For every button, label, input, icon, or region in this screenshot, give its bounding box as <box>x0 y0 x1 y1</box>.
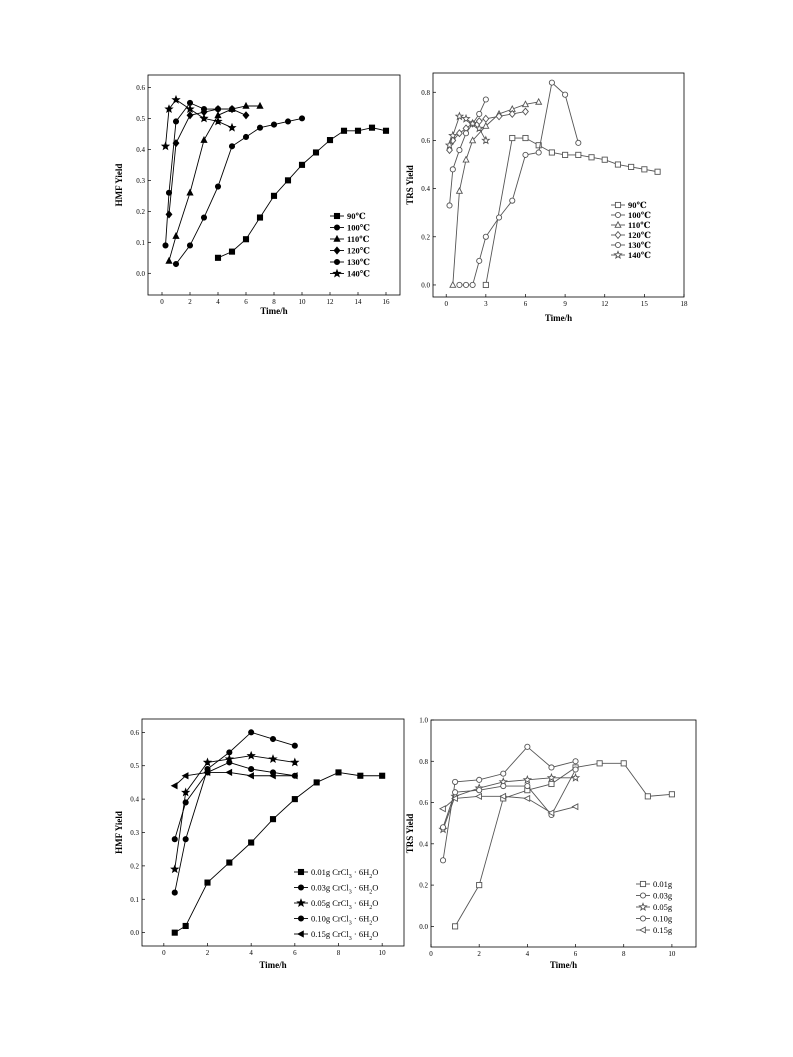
data-point <box>457 282 462 287</box>
y-tick-label: 0.4 <box>130 795 139 804</box>
hmf-temperature-plot <box>110 68 410 320</box>
legend-marker <box>334 247 340 254</box>
data-point <box>450 282 456 287</box>
y-axis-label: HMF Yield <box>114 811 124 854</box>
data-point <box>291 759 298 766</box>
data-point <box>602 157 607 162</box>
x-tick-label: 18 <box>680 300 688 308</box>
data-point <box>229 144 234 149</box>
data-point <box>249 766 254 771</box>
data-point <box>172 783 177 789</box>
data-point <box>477 882 482 887</box>
series-3 <box>172 760 297 842</box>
series-4 <box>163 100 235 248</box>
x-tick-label: 15 <box>640 300 648 308</box>
data-point <box>227 860 232 865</box>
data-point <box>204 759 211 766</box>
data-point <box>456 113 463 120</box>
y-tick-label: 0.0 <box>130 929 139 938</box>
trs-temperature-plot <box>405 65 700 327</box>
legend-label: 110℃ <box>347 234 370 244</box>
data-point <box>215 184 220 189</box>
data-point <box>440 806 445 812</box>
legend <box>611 200 651 260</box>
x-tick-label: 4 <box>216 298 220 306</box>
data-point <box>336 770 341 775</box>
series-1 <box>173 116 304 267</box>
legend-label: 0.03g CrCl$_3$ · $6H_2O$ <box>311 882 379 896</box>
data-point <box>597 761 602 766</box>
y-tick-label: 0.3 <box>130 829 139 837</box>
data-point <box>249 840 254 845</box>
data-point <box>523 152 528 157</box>
data-point <box>510 135 515 140</box>
data-point <box>257 215 262 220</box>
data-point <box>523 135 528 140</box>
x-tick-label: 8 <box>336 949 341 957</box>
data-point <box>313 150 318 155</box>
x-tick-label: 0 <box>444 300 448 308</box>
data-point <box>270 736 275 741</box>
legend <box>294 867 378 942</box>
x-tick-label: 16 <box>382 298 390 306</box>
data-point <box>229 106 234 111</box>
x-tick-label: 8 <box>621 950 626 958</box>
data-point <box>563 152 568 157</box>
legend-label: 120℃ <box>347 245 370 256</box>
legend-marker <box>615 251 622 258</box>
data-point <box>501 771 506 776</box>
x-tick-label: 6 <box>523 300 528 308</box>
x-axis-label: Time/h <box>549 960 578 970</box>
legend <box>330 211 370 279</box>
y-tick-label: 0.2 <box>130 862 139 871</box>
data-point <box>299 162 304 167</box>
data-point <box>470 282 475 287</box>
data-point <box>183 837 188 842</box>
data-point <box>163 243 168 248</box>
x-tick-label: 2 <box>205 949 210 957</box>
legend-label: 0.01g <box>653 879 673 889</box>
data-point <box>341 128 346 133</box>
data-point <box>270 817 275 822</box>
y-tick-label: 0.5 <box>130 762 139 771</box>
data-point <box>523 108 529 115</box>
data-point <box>369 125 374 130</box>
legend-label: 100℃ <box>347 222 370 233</box>
data-point <box>215 106 220 111</box>
data-point <box>536 150 541 155</box>
y-tick-label: 0.0 <box>421 281 430 290</box>
y-tick-label: 0.2 <box>421 233 430 242</box>
y-tick-label: 0.3 <box>136 176 145 185</box>
data-point <box>549 150 554 155</box>
y-tick-label: 0.6 <box>136 83 145 92</box>
x-tick-label: 8 <box>272 298 276 306</box>
y-tick-label: 0.0 <box>136 269 145 278</box>
x-axis-label: Time/h <box>544 313 573 323</box>
data-point <box>270 755 277 762</box>
legend-marker <box>640 903 647 910</box>
data-point <box>201 215 206 220</box>
data-point <box>249 730 254 735</box>
legend-marker <box>298 931 303 937</box>
x-tick-label: 4 <box>249 949 253 957</box>
data-point <box>477 777 482 782</box>
x-tick-label: 4 <box>525 950 530 958</box>
data-point <box>162 143 169 150</box>
data-point <box>440 858 445 863</box>
series-0 <box>172 770 385 935</box>
series-2 <box>450 99 542 288</box>
data-point <box>572 804 577 810</box>
x-tick-label: 2 <box>477 950 481 958</box>
data-point <box>292 797 297 802</box>
data-point <box>166 190 171 195</box>
data-point <box>299 116 304 121</box>
data-point <box>183 800 188 805</box>
data-point <box>201 115 208 122</box>
trs-temperature-chart <box>405 65 700 327</box>
data-point <box>243 112 249 119</box>
y-tick-label: 0.4 <box>421 185 430 194</box>
y-tick-label: 1.0 <box>419 716 428 725</box>
data-point <box>172 837 177 842</box>
data-point <box>229 124 236 131</box>
data-point <box>482 137 489 144</box>
data-point <box>477 788 482 793</box>
y-tick-label: 0.4 <box>136 145 145 154</box>
y-tick-label: 0.4 <box>419 840 428 849</box>
data-point <box>173 119 178 124</box>
data-point <box>440 825 445 830</box>
series-line <box>169 109 246 214</box>
data-point <box>327 137 332 142</box>
series-3 <box>440 767 578 830</box>
series-line <box>443 778 576 830</box>
data-point <box>457 147 462 152</box>
hmf-temperature-chart <box>110 68 410 320</box>
data-point <box>447 203 452 208</box>
data-point <box>573 759 578 764</box>
legend-marker <box>334 259 339 264</box>
data-point <box>201 106 206 111</box>
data-point <box>227 760 232 765</box>
y-tick-label: 0.6 <box>421 136 430 145</box>
data-point <box>573 767 578 772</box>
data-point <box>380 773 385 778</box>
data-point <box>183 923 188 928</box>
data-point <box>248 752 255 759</box>
legend-label: 0.03g <box>653 890 673 901</box>
data-point <box>205 880 210 885</box>
legend-marker <box>640 927 645 933</box>
data-point <box>549 765 554 770</box>
x-axis-label: Time/h <box>260 306 288 316</box>
x-tick-label: 0 <box>429 950 433 958</box>
legend-label: 130℃ <box>347 257 370 267</box>
legend-label: 140℃ <box>628 250 651 260</box>
y-tick-label: 0.2 <box>419 881 428 890</box>
y-axis-label: TRS Yield <box>405 813 415 854</box>
data-point <box>477 111 482 116</box>
data-point <box>483 234 488 239</box>
data-point <box>525 783 530 788</box>
series-line <box>175 762 295 839</box>
legend-marker <box>640 893 645 898</box>
data-point <box>563 92 568 97</box>
x-tick-label: 3 <box>484 300 488 308</box>
data-point <box>226 770 231 776</box>
data-point <box>243 134 248 139</box>
y-tick-label: 0.1 <box>136 238 145 247</box>
data-point <box>229 249 234 254</box>
plot-frame <box>142 719 404 946</box>
data-point <box>452 779 457 784</box>
data-point <box>201 137 207 142</box>
data-point <box>166 258 172 263</box>
data-point <box>510 198 515 203</box>
legend-label: 0.15g CrCl$_3$ · $6H_2O$ <box>311 929 379 942</box>
data-point <box>271 122 276 127</box>
y-axis-label: HMF Yield <box>114 163 124 207</box>
series-line <box>443 796 576 813</box>
x-tick-label: 0 <box>162 949 166 957</box>
data-point <box>524 796 529 802</box>
data-point <box>536 99 542 104</box>
series-1 <box>172 730 297 895</box>
data-point <box>524 776 531 783</box>
data-point <box>171 866 178 873</box>
series-line <box>443 747 576 861</box>
data-point <box>621 761 626 766</box>
y-tick-label: 0.1 <box>130 895 139 904</box>
data-point <box>576 152 581 157</box>
data-point <box>355 128 360 133</box>
y-tick-label: 0.2 <box>136 207 145 216</box>
legend-label: 90℃ <box>347 211 366 221</box>
legend-label: 130℃ <box>628 240 651 250</box>
legend <box>636 879 673 935</box>
series-1 <box>457 80 581 288</box>
data-point <box>358 773 363 778</box>
y-tick-label: 0.5 <box>136 114 145 123</box>
x-tick-label: 10 <box>668 950 676 958</box>
data-point <box>172 930 177 935</box>
data-point <box>476 793 481 799</box>
data-point <box>173 233 179 238</box>
y-tick-label: 0.6 <box>419 799 428 808</box>
data-point <box>496 215 501 220</box>
legend-marker <box>615 242 620 247</box>
data-point <box>243 237 248 242</box>
data-point <box>655 169 660 174</box>
data-point <box>572 774 579 781</box>
data-point <box>271 193 276 198</box>
data-point <box>292 743 297 748</box>
legend-label: 140℃ <box>347 268 370 279</box>
legend-label: 0.01g CrCl$_3$ · $6H_2O$ <box>311 867 379 880</box>
legend-marker <box>640 916 645 921</box>
x-tick-label: 6 <box>293 949 297 957</box>
legend-marker <box>298 899 305 906</box>
data-point <box>483 282 488 287</box>
legend-label: 110℃ <box>628 220 651 230</box>
x-tick-label: 14 <box>354 298 362 306</box>
data-point <box>452 924 457 929</box>
data-point <box>525 744 530 749</box>
trs-catalyst-chart <box>405 712 705 974</box>
data-point <box>645 794 650 799</box>
data-point <box>450 167 455 172</box>
series-line <box>455 763 672 926</box>
data-point <box>187 243 192 248</box>
legend-marker <box>615 232 621 239</box>
legend-marker <box>334 213 339 218</box>
legend-label: 0.10g <box>653 913 673 924</box>
x-tick-label: 6 <box>573 950 578 958</box>
legend-marker <box>334 225 339 230</box>
data-point <box>548 774 555 781</box>
plot-frame <box>433 73 684 297</box>
legend-label: 0.15g <box>653 925 673 935</box>
data-point <box>257 125 262 130</box>
data-point <box>187 190 193 195</box>
data-point <box>642 167 647 172</box>
hmf-catalyst-chart <box>110 712 415 974</box>
data-point <box>549 781 554 786</box>
legend-marker <box>640 881 645 886</box>
data-point <box>457 188 463 193</box>
series-2 <box>171 752 298 872</box>
series-line <box>175 732 295 892</box>
x-tick-label: 10 <box>378 949 386 957</box>
data-point <box>187 112 193 119</box>
trs-catalyst-plot <box>405 712 705 974</box>
y-tick-label: 0.6 <box>130 728 139 737</box>
data-point <box>576 140 581 145</box>
x-tick-label: 6 <box>244 298 248 306</box>
y-tick-label: 0.8 <box>419 757 428 766</box>
x-tick-label: 12 <box>601 300 609 308</box>
legend-label: 0.05g <box>653 902 673 912</box>
data-point <box>477 258 482 263</box>
legend-label: 100℃ <box>628 210 651 220</box>
data-point <box>452 790 457 795</box>
legend-marker <box>298 916 303 921</box>
hmf-catalyst-plot <box>110 712 415 974</box>
x-tick-label: 12 <box>326 298 334 306</box>
legend-label: 90℃ <box>628 200 647 210</box>
legend-marker <box>615 202 620 207</box>
legend-marker <box>298 869 303 874</box>
data-point <box>629 164 634 169</box>
y-tick-label: 0.0 <box>419 922 428 931</box>
data-point <box>463 131 468 136</box>
legend-label: 120℃ <box>628 230 651 240</box>
x-tick-label: 9 <box>563 300 567 308</box>
data-point <box>589 155 594 160</box>
data-point <box>483 115 489 122</box>
legend-label: 0.10g CrCl$_3$ · $6H_2O$ <box>311 913 379 927</box>
series-line <box>175 772 295 785</box>
data-point <box>501 783 506 788</box>
data-point <box>615 162 620 167</box>
x-tick-label: 10 <box>298 298 306 306</box>
data-point <box>173 261 178 266</box>
series-line <box>176 118 302 264</box>
y-axis-label: TRS Yield <box>405 165 415 205</box>
data-point <box>215 255 220 260</box>
legend-marker <box>334 270 341 277</box>
data-point <box>549 80 554 85</box>
x-tick-label: 0 <box>160 298 164 306</box>
data-point <box>463 157 469 162</box>
data-point <box>314 780 319 785</box>
y-tick-label: 0.8 <box>421 88 430 97</box>
data-point <box>172 890 177 895</box>
data-point <box>248 773 253 779</box>
data-point <box>383 128 388 133</box>
x-tick-label: 2 <box>188 298 192 306</box>
series-4 <box>447 97 489 208</box>
data-point <box>483 97 488 102</box>
series-5 <box>162 96 235 149</box>
data-point <box>285 119 290 124</box>
x-axis-label: Time/h <box>259 960 287 970</box>
data-point <box>285 178 290 183</box>
data-point <box>463 282 468 287</box>
legend-marker <box>298 885 303 890</box>
legend-marker <box>615 212 620 217</box>
legend-label: 0.05g CrCl$_3$ · $6H_2O$ <box>311 898 379 911</box>
data-point <box>669 792 674 797</box>
